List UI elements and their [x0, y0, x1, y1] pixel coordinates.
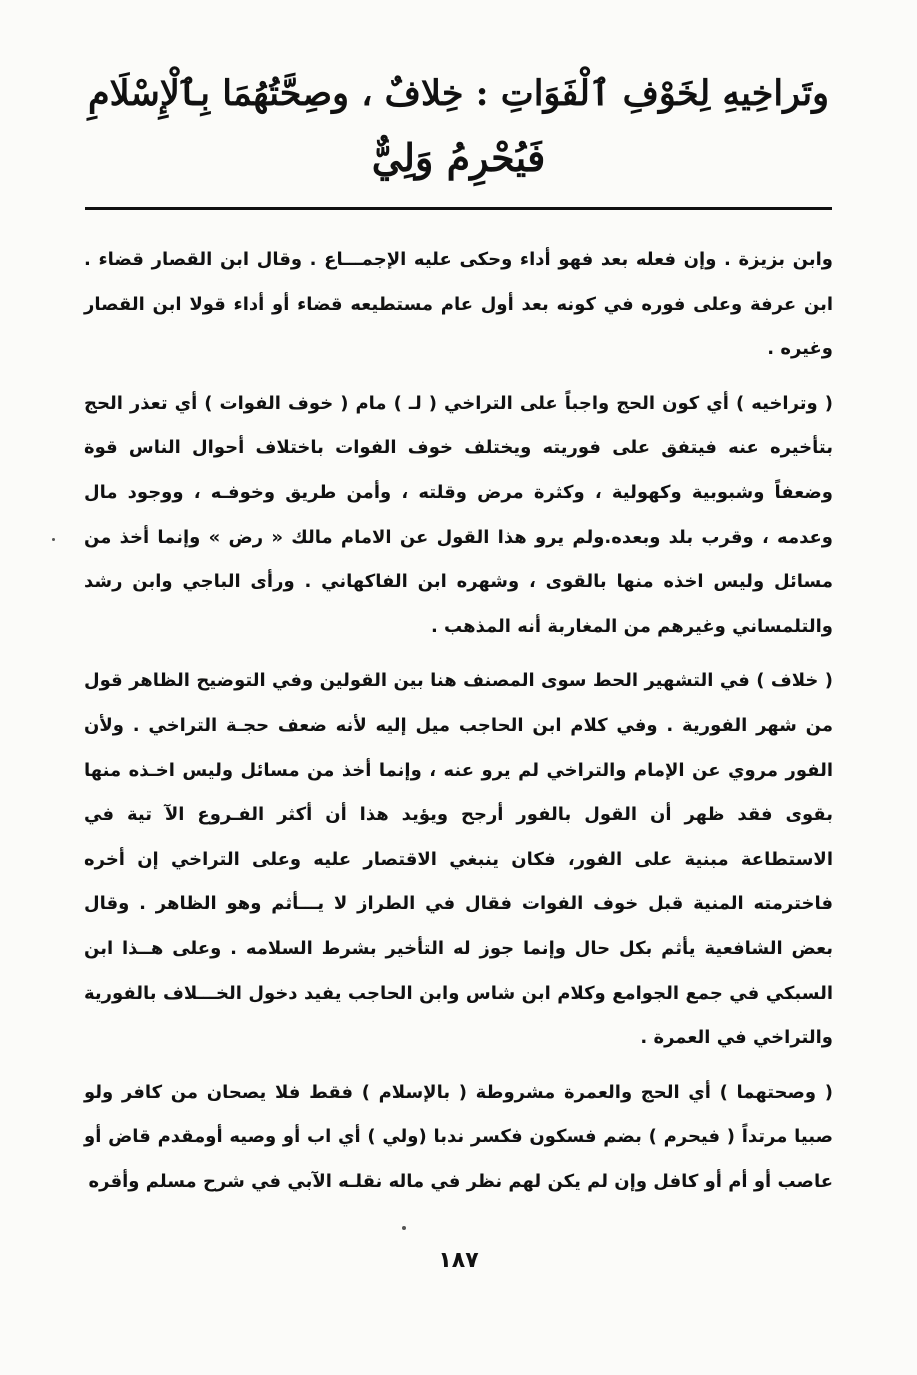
header-divider: [85, 207, 832, 210]
commentary-body: [84, 238, 833, 1214]
paragraph-2: ( وتراخيه ) أي كون الحج واجباً على التراخي ( لـ ) مام ( خوف الفوات ) أي تعذر الحج بتأخيره عنه فيتفق على فوريته ويختلف خوف الفوات باختلاف أحوال الناس قوة وضعفاً وشبوبية وكهولية ، وكثرة مرض وقلته ، وأمن طريق وخوفـه ، ووجود مال وعدمه ، وقرب بلد وبعده.ولم يرو هذا القول عن الامام مالك « رض » وإنما أخذ من مسائل وليس اخذه منها بالقوى ، وشهره ابن الفاكهاني . ورأى الباجي وابن رشد والتلمساني وغيرهم من المغاربة أنه المذهب .: [84, 392, 833, 637]
paragraph-3: ( خلاف ) في التشهير الحط سوى المصنف هنا بين القولين وفي التوضيح الظاهر قول من شهر الفورية . وفي كلام ابن الحاجب ميل إليه لأنه ضعف حجـة التراخي . ولأن الفور مروي عن الإمام والتراخي لم يرو عنه ، وإنما أخذ من مسائل وليس اخـذه منها بقوى فقد ظهر أن القول بالفور أرجح ويؤيد هذا أن أكثر الفـروع الآ تية في الاستطاعة مبنية على الفور، فكان ينبغي الاقتصار عليه وعلى التراخي إن أخره فاخترمته المنية قبل خوف الفوات فقال في الطراز لا يـــأثم وهو الظاهر . وقال بعض الشافعية يأثم بكل حال وإنما جوز له التأخير بشرط السلامه . وعلى هــذا ابن السبكي في جمع الجوامع وكلام ابن شاس وابن الحاجب يفيد دخول الخـــلاف بالفورية والتراخي في العمرة .: [84, 670, 833, 1049]
paragraph-1: وابن بزيزة . وإن فعله بعد فهو أداء وحكى عليه الإجمـــاع . وقال ابن القصار قضاء . ابن عرفة وعلى فوره في كونه بعد أول عام مستطيعه قضاء أو أداء قولا ابن القصار وغيره .: [84, 249, 833, 360]
matn-header: [80, 62, 837, 190]
ink-speck: [52, 538, 55, 541]
matn-line-1: وتَراخِيهِ لِخَوْفِ ٱلْفَوَاتِ : خِلافٌ ، وصِحَّتُهُمَا بِٱلْإِسْلَامِ: [87, 73, 830, 114]
paragraph-4: ( وصحتهما ) أي الحج والعمرة مشروطة ( بالإسلام ) فقط فلا يصحان من كافر ولو صبيا مرتداً ( فيحرم ) بضم فسكون فكسر ندبا (ولي ) أي اب أو وصيه أومقدم قاض أو عاصب أو أم أو كافل وإن لم يكن لهم نظر في ماله نقلـه الآبي في شرح مسلم وأقره: [84, 1081, 833, 1192]
page-number: ١٨٧: [438, 1248, 479, 1273]
matn-line-2: فَيُحْرِمُ وَلِيٌّ: [371, 135, 546, 180]
ink-speck: [402, 1226, 406, 1230]
